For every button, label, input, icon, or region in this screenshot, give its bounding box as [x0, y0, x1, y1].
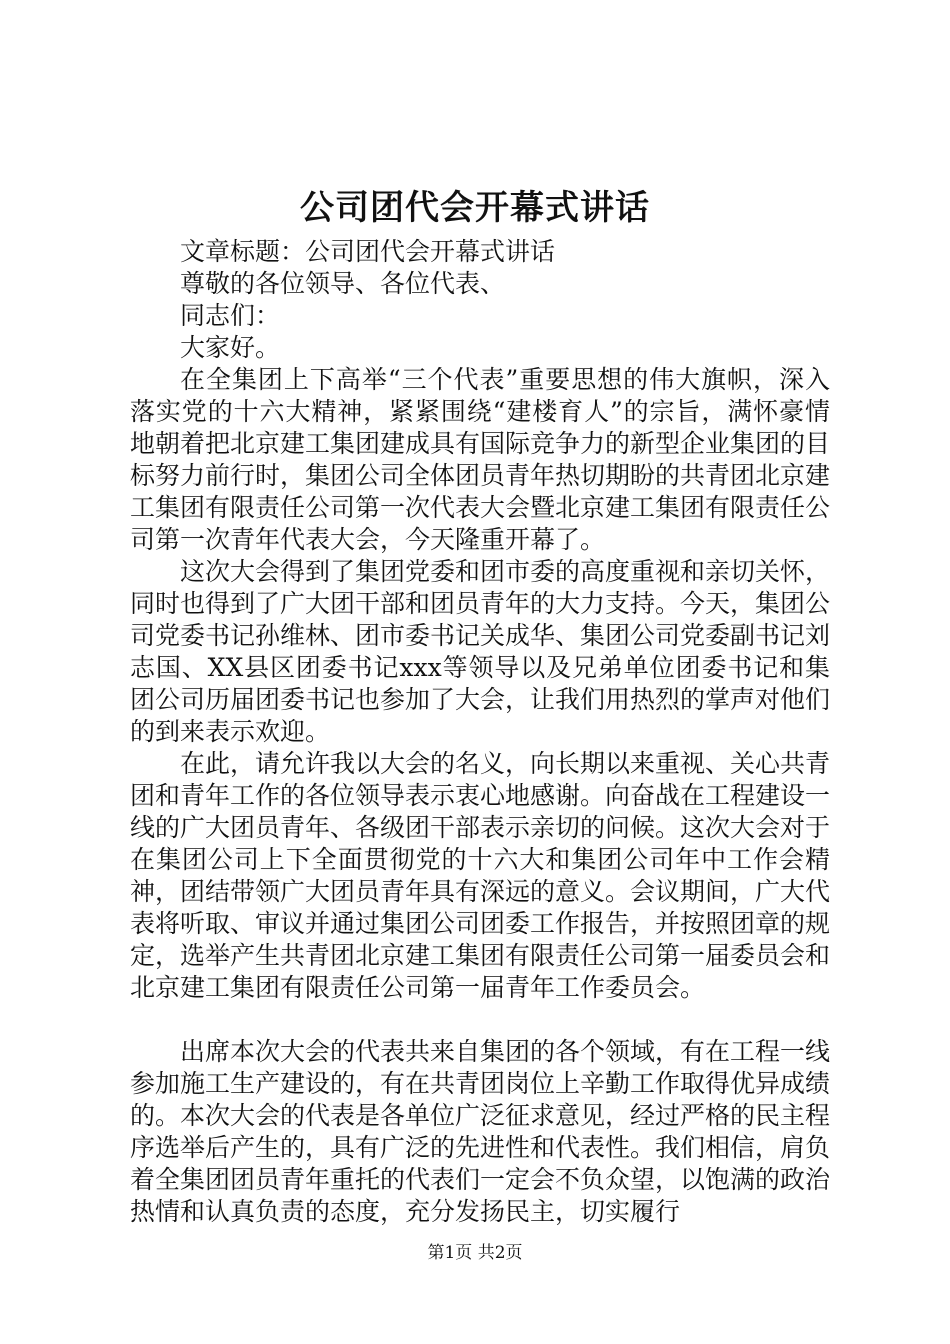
document-title: 公司团代会开幕式讲话	[300, 188, 650, 228]
body-paragraph: 这次大会得到了集团党委和团市委的高度重视和亲切关怀，同时也得到了广大团干部和团员青年的大力支持。今天，集团公司党委书记孙维林、团市委书记关成华、集团公司党委副书记刘志国、XX县区团委书记xxx等领导以及兄弟单位团委书记和集团公司历届团委书记也参加了大会，让我们用热烈的掌声对他们的到来表示欢迎。	[130, 557, 831, 746]
body-paragraph: 在此，请允许我以大会的名义，向长期以来重视、关心共青团和青年工作的各位领导表示衷心地感谢。向奋战在工程建设一线的广大团员青年、各级团干部表示亲切的问候。这次大会对于在集团公司上下全面贯彻党的十六大和集团公司年中工作会精神，团结带领广大团员青年具有深远的意义。会议期间，广大代表将听取、审议并通过集团公司团委工作报告，并按照团章的规定，选举产生共青团北京建工集团有限责任公司第一届委员会和北京建工集团有限责任公司第一届青年工作委员会。	[130, 749, 831, 1002]
page-number: 第1页 共2页	[427, 1243, 523, 1263]
article-title-line: 文章标题：公司团代会开幕式讲话	[180, 237, 556, 266]
salutation-line: 尊敬的各位领导、各位代表、	[180, 269, 506, 298]
greeting-line: 大家好。	[180, 333, 281, 362]
salutation-comrades: 同志们：	[180, 301, 281, 330]
document-body	[130, 236, 830, 1228]
body-paragraph: 出席本次大会的代表共来自集团的各个领域，有在工程一线参加施工生产建设的，有在共青团岗位上辛勤工作取得优异成绩的。本次大会的代表是各单位广泛征求意见，经过严格的民主程序选举后产生的，具有广泛的先进性和代表性。我们相信，肩负着全集团团员青年重托的代表们一定会不负众望，以饱满的政治热情和认真负责的态度，充分发扬民主，切实履行	[130, 1037, 831, 1226]
body-paragraph: 在全集团上下高举“三个代表”重要思想的伟大旗帜，深入落实党的十六大精神，紧紧围绕“建楼育人”的宗旨，满怀豪情地朝着把北京建工集团建成具有国际竞争力的新型企业集团的目标努力前行时，集团公司全体团员青年热切期盼的共青团北京建工集团有限责任公司第一次代表大会暨北京建工集团有限责任公司第一次青年代表大会，今天隆重开幕了。	[130, 365, 831, 554]
